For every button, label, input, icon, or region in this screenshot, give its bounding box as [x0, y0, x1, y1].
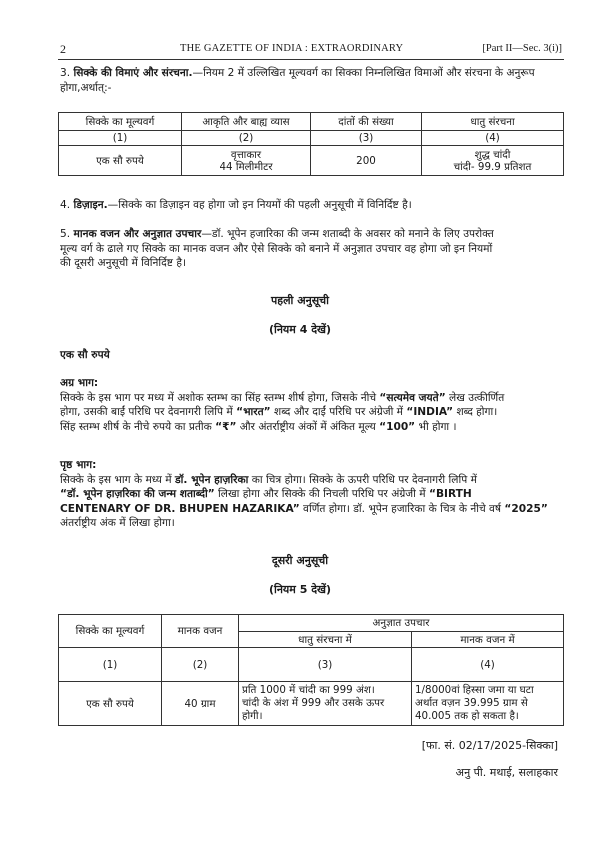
- col-num: (4): [422, 131, 564, 146]
- col-num: (4): [412, 648, 564, 682]
- obverse-section: अग्र भाग: सिक्के के इस भाग पर मध्य में अशोक स्तम्भ का सिंह स्तम्भ शीर्ष होगा, जिसके नीचे “सत्यमेव जयते” लेख उत्कीर्णित होगा, उसकी बाईं परिधि पर देवनागरी लिपि में “भारत” शब्द और दाईं परिधि पर अंग्रेजी में “INDIA” शब्द होगा। सिंह स्तम्भ शीर्ष के नीचे रुपये का प्रतीक “₹” और अंतर्राष्ट्रीय अंकों में अंकित मूल्य “100” भी होगा ।: [60, 377, 505, 433]
- signatory: अनु पी. मथाई, सलाहकार: [455, 766, 558, 779]
- schedule2-title: दूसरी अनुसूची: [271, 554, 329, 567]
- weight-remedy-cell: 1/8000वां हिस्सा जमा या घटा अर्थात वज़न 39.995 ग्राम से 40.005 तक हो सकता है।: [412, 682, 564, 726]
- table-num-row: [59, 131, 564, 146]
- col-num: (2): [182, 131, 311, 146]
- para-text: —सिक्के का डिज़ाइन वह होगा जो इन नियमों की पहली अनुसूची में विनिर्दिष्ट है।: [107, 199, 412, 211]
- file-number: [फा. सं. 02/17/2025-सिक्का]: [421, 739, 558, 752]
- para-heading: मानक वजन और अनुज्ञात उपचार: [73, 228, 202, 240]
- reverse-section: पृष्ठ भाग: सिक्के के इस भाग के मध्य में डॉ. भूपेन हाज़रिका का चित्र होगा। सिक्के के ऊपरी परिधि पर देवनागरी लिपि में “डॉ. भूपेन हाज़रिका की जन्म शताब्दी” लिखा होगा और सिक्के की निचली परिधि पर अंग्रेजी में “BIRTH CENTENARY OF DR. BHUPEN HAZARIKA” वर्णित होगा। डॉ. भूपेन हजारिका के चित्र के नीचे वर्ष “2025” अंतर्राष्ट्रीय अंक में लिखा होगा।: [60, 459, 548, 529]
- table-header-row: [59, 113, 564, 131]
- table-num-row: [59, 648, 564, 682]
- para-heading: डिज़ाइन.: [73, 199, 108, 211]
- col-header: धातु संरचना: [422, 113, 564, 131]
- metal-cell: शुद्ध चांदी चांदी- 99.9 प्रतिशत: [422, 146, 564, 176]
- gazette-part: [Part II—Sec. 3(i)]: [482, 43, 562, 54]
- col-header: आकृति और बाह्य व्यास: [182, 113, 311, 131]
- col-header: सिक्के का मूल्यवर्ग: [59, 615, 162, 648]
- denomination-cell: एक सौ रुपये: [59, 682, 162, 726]
- col-header: दांतों की संख्या: [311, 113, 422, 131]
- para-3: [60, 66, 560, 95]
- serrations-cell: 200: [311, 146, 422, 176]
- page-header: [60, 42, 562, 58]
- para-text: —नियम 2 में उल्लिखित मूल्यवर्ग का सिक्का निम्नलिखित विमाओं और संरचना के अनुरूप होगा,अर्थात्:-: [60, 67, 535, 94]
- para-4: [60, 198, 560, 213]
- weight-cell: 40 ग्राम: [162, 682, 239, 726]
- shape-cell: वृत्ताकार 44 मिलीमीटर: [182, 146, 311, 176]
- dimensions-table: [58, 112, 564, 176]
- header-rule: [58, 59, 564, 60]
- para-number: 4.: [60, 199, 71, 211]
- metal-remedy-cell: प्रति 1000 में चांदी का 999 अंश। चांदी के अंश में 999 और उसके ऊपर होगी।: [239, 682, 412, 726]
- denomination-cell: एक सौ रुपये: [59, 146, 182, 176]
- schedule1-rule: (नियम 4 देखें): [268, 323, 332, 336]
- col-num: (1): [59, 648, 162, 682]
- weight-remedy-table: [58, 614, 564, 726]
- table-row: [59, 682, 564, 726]
- col-num: (3): [311, 131, 422, 146]
- obverse-heading: अग्र भाग:: [60, 377, 99, 389]
- para-heading: सिक्के की विमाएं और संरचना.: [73, 67, 193, 79]
- col-header: सिक्के का मूल्यवर्ग: [59, 113, 182, 131]
- col-num: (2): [162, 648, 239, 682]
- para-5: 5. मानक वजन और अनुज्ञात उपचार—डॉ. भूपेन हजारिका की जन्म शताब्दी के अवसर को मनाने के लिए उपरोक्त मूल्य वर्ग के ढाले गए सिक्के का मानक वजन और ऐसे सिक्के को बनाने में अनुज्ञात उपचार वह होगा जो इन नियमों की दूसरी अनुसूची में विनिर्दिष्ट है।: [60, 228, 494, 269]
- col-num: (1): [59, 131, 182, 146]
- reverse-heading: पृष्ठ भाग:: [60, 459, 97, 471]
- schedule2-rule: (नियम 5 देखें): [268, 583, 332, 596]
- col-num: (3): [239, 648, 412, 682]
- para-number: 3.: [60, 67, 71, 79]
- schedule1-title: पहली अनुसूची: [270, 294, 329, 307]
- col-header: मानक वजन: [162, 615, 239, 648]
- table-row: [59, 146, 564, 176]
- col-header: धातु संरचना में: [239, 632, 412, 648]
- gazette-title: THE GAZETTE OF INDIA : EXTRAORDINARY: [180, 43, 404, 54]
- table-header-row: [59, 615, 564, 632]
- col-header: अनुज्ञात उपचार: [239, 615, 564, 632]
- page-number: 2: [60, 42, 66, 56]
- schedule1-denomination: एक सौ रुपये: [60, 349, 110, 361]
- col-header: मानक वजन में: [412, 632, 564, 648]
